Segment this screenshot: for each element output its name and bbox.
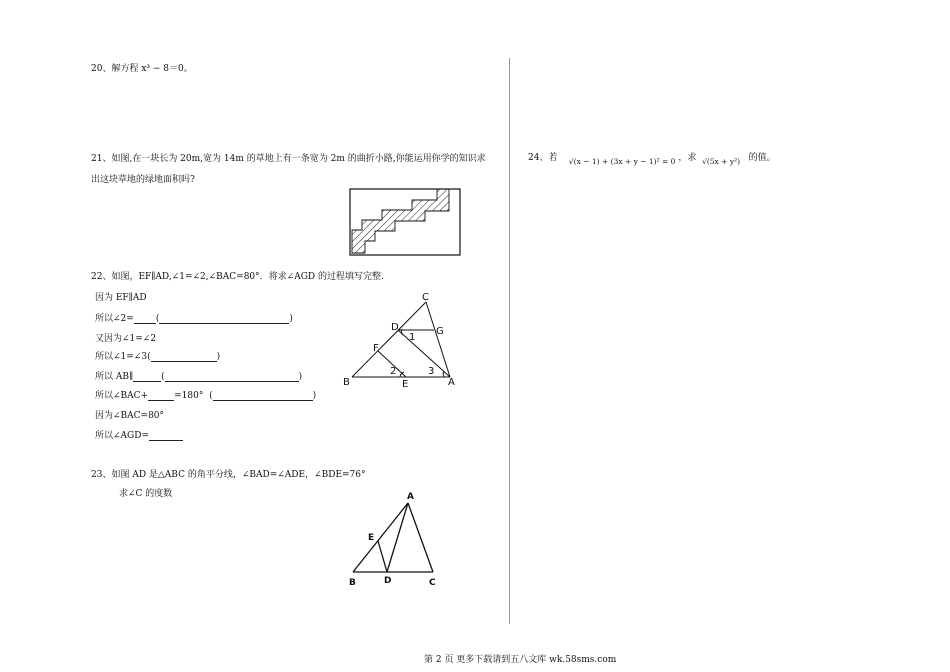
q22-eq180: =180° (174, 391, 204, 401)
label-D: D (391, 322, 399, 333)
q22-triangle-figure (340, 290, 465, 390)
q24-mid: ，求 (678, 153, 697, 163)
blank-angle2[interactable] (134, 315, 156, 324)
label-D: D (384, 576, 392, 586)
q22-step-7: 因为∠BAC=80° (95, 411, 165, 421)
q22-step-2 (95, 311, 293, 324)
q22-step-5-text: 所以 AB∥ (95, 372, 134, 382)
paren-close: ) (312, 391, 317, 401)
label-B: B (343, 377, 350, 388)
arc-3 (443, 371, 444, 377)
q22-step-8 (95, 428, 183, 441)
label-B: B (349, 578, 356, 588)
label-A: A (407, 492, 414, 502)
q23-line2: 求∠C 的度数 (119, 489, 173, 499)
q22-step-8-text: 所以∠AGD= (95, 431, 149, 441)
segment-ED (378, 541, 387, 572)
blank-angle-sum[interactable] (148, 392, 174, 401)
q22-step-4 (95, 349, 220, 362)
paren-open: ( (209, 391, 213, 401)
segment-AD (387, 503, 408, 572)
paren-close: ) (298, 372, 303, 382)
q22-step-6 (95, 388, 316, 401)
q22-step-4-text: 所以∠1=∠3 (95, 352, 148, 362)
q21-line1: 21、如图,在一块长为 20m,宽为 14m 的草地上有一条宽为 2m 的曲折小路,你能运用你学的知识求 (91, 154, 486, 164)
paren-open: ( (155, 314, 160, 324)
q22-intro: 22、如图，EF∥AD,∠1=∠2,∠BAC=80°．将求∠AGD 的过程填写完整. (91, 272, 384, 282)
blank-parallel-line[interactable] (133, 373, 161, 382)
paren-open: ( (161, 372, 165, 382)
q22-step-3: 又因为∠1=∠2 (95, 334, 157, 344)
q22-step-6-text: 所以∠BAC+ (95, 391, 149, 401)
blank-reason-3[interactable] (165, 373, 299, 382)
q23-line1: 23、如图 AD 是△ABC 的角平分线，∠BAD=∠ADE，∠BDE=76° (91, 470, 366, 480)
paren-close: ) (216, 352, 221, 362)
q22-step-2-text: 所以∠2= (95, 314, 134, 324)
q21-figure-lawn-path (349, 188, 461, 256)
q20-text: 20、解方程 x³ − 8＝0。 (91, 64, 193, 74)
label-E: E (402, 379, 409, 390)
column-divider (509, 58, 510, 624)
blank-reason-4[interactable] (213, 392, 313, 401)
q22-step-5 (95, 369, 302, 382)
label-E: E (368, 533, 375, 543)
q21-line2: 出这块草地的绿地面积吗? (91, 175, 195, 185)
blank-answer-agd[interactable] (149, 432, 183, 441)
q24-suffix: 的值。 (748, 153, 776, 163)
label-C: C (429, 578, 436, 588)
path-strip (352, 189, 449, 253)
paren-open: ( (147, 352, 151, 362)
blank-reason-2[interactable] (151, 353, 217, 362)
label-3: 3 (428, 366, 435, 377)
blank-reason-1[interactable] (159, 315, 289, 324)
paren-close: ) (289, 314, 293, 324)
label-A: A (448, 377, 455, 388)
q24-target: √(5x + y²) (702, 157, 741, 166)
label-G: G (436, 326, 444, 337)
label-C: C (422, 292, 429, 303)
q24-line (528, 150, 776, 166)
q24-equation: √(x − 1) + (3x + y − 1)² = 0 (568, 157, 676, 166)
label-2: 2 (390, 366, 397, 377)
label-1: 1 (409, 332, 416, 343)
q24-prefix: 24、若 (528, 153, 558, 163)
segment-AC (408, 503, 433, 572)
segment-BA (353, 503, 408, 572)
q22-step-1: 因为 EF∥AD (95, 293, 147, 303)
label-F: F (373, 343, 379, 354)
page-footer: 第 2 页 更多下载请到五八文库 wk.58sms.com (424, 655, 617, 665)
q23-triangle-figure (345, 488, 445, 586)
